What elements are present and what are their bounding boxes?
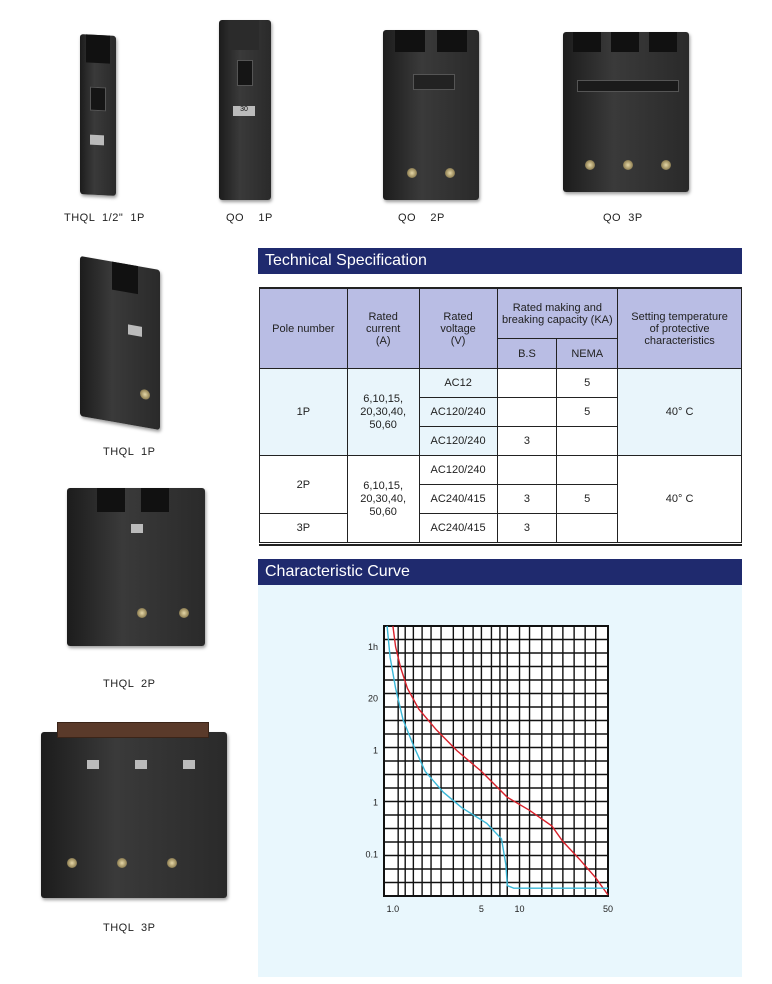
product-caption: THQL 2P bbox=[103, 678, 156, 690]
y-tick-label: 1h bbox=[367, 641, 378, 652]
product-thql-3p bbox=[35, 712, 230, 902]
breaker-image bbox=[67, 488, 205, 646]
cell-bs: 3 bbox=[497, 514, 557, 543]
product-caption: QO 2P bbox=[398, 212, 445, 224]
product-caption: THQL 1/2" 1P bbox=[64, 212, 145, 224]
cell-bs bbox=[497, 369, 557, 398]
product-qo-3p bbox=[555, 20, 695, 200]
header-rated-voltage: Rated voltage (V) bbox=[419, 289, 497, 369]
y-tick-label: 1 bbox=[372, 745, 378, 756]
breaker-image bbox=[383, 30, 479, 200]
product-caption: THQL 3P bbox=[103, 922, 156, 934]
product-qo-1p bbox=[205, 10, 285, 210]
cell-nema bbox=[557, 456, 618, 485]
cell-nema: 5 bbox=[557, 369, 618, 398]
spec-section-title: Technical Specification bbox=[258, 248, 742, 274]
cell-current: 6,10,15, 20,30,40, 50,60 bbox=[347, 369, 419, 456]
curve-section-title: Characteristic Curve bbox=[258, 559, 742, 585]
cell-nema: 5 bbox=[557, 398, 618, 427]
cell-pole: 2P bbox=[260, 456, 348, 514]
chart-grid bbox=[384, 626, 608, 896]
breaker-image bbox=[41, 732, 227, 898]
breaker-image bbox=[80, 256, 160, 430]
x-tick-label: 50 bbox=[602, 904, 614, 914]
cell-pole: 3P bbox=[260, 514, 348, 543]
header-rated-current: Rated current (A) bbox=[347, 289, 419, 369]
spec-table bbox=[259, 288, 742, 543]
product-qo-2p bbox=[375, 20, 485, 200]
breaker-image bbox=[219, 20, 271, 200]
header-capacity: Rated making and breaking capacity (KA) bbox=[497, 289, 618, 339]
rating-label: 30 bbox=[233, 106, 255, 116]
cell-voltage: AC240/415 bbox=[419, 485, 497, 514]
cell-current: 6,10,15, 20,30,40, 50,60 bbox=[347, 456, 419, 543]
y-tick-label: 1 bbox=[372, 797, 378, 808]
header-bs: B.S bbox=[497, 339, 557, 369]
product-thql-2p bbox=[55, 478, 215, 658]
cell-voltage: AC240/415 bbox=[419, 514, 497, 543]
cell-nema bbox=[557, 514, 618, 543]
cell-nema: 5 bbox=[557, 485, 618, 514]
x-tick-label: 1.0 bbox=[386, 904, 400, 914]
breaker-image bbox=[80, 34, 116, 196]
header-pole-number: Pole number bbox=[260, 289, 348, 369]
characteristic-curve-chart bbox=[340, 610, 630, 920]
product-caption: THQL 1P bbox=[103, 446, 156, 458]
cell-setting: 40° C bbox=[618, 456, 742, 543]
cell-bs bbox=[497, 398, 557, 427]
product-thql-half-1p bbox=[60, 25, 140, 215]
cell-bs: 3 bbox=[497, 485, 557, 514]
cell-pole: 1P bbox=[260, 369, 348, 456]
table-top-rule bbox=[259, 287, 742, 289]
header-nema: NEMA bbox=[557, 339, 618, 369]
cell-setting: 40° C bbox=[618, 369, 742, 456]
product-thql-1p bbox=[60, 255, 190, 435]
product-caption: QO 3P bbox=[603, 212, 643, 224]
cell-voltage: AC120/240 bbox=[419, 427, 497, 456]
x-tick-label: 5 bbox=[478, 904, 484, 914]
cell-bs: 3 bbox=[497, 427, 557, 456]
table-bottom-rule bbox=[259, 544, 742, 546]
y-tick-label: 0.1 bbox=[365, 849, 378, 860]
cell-bs bbox=[497, 456, 557, 485]
cell-voltage: AC12 bbox=[419, 369, 497, 398]
y-tick-label: 20 bbox=[367, 693, 378, 704]
header-setting-temp: Setting temperature of protective characteristics bbox=[618, 289, 742, 369]
x-tick-label: 10 bbox=[514, 904, 525, 914]
cell-voltage: AC120/240 bbox=[419, 456, 497, 485]
breaker-image bbox=[563, 32, 689, 192]
cell-voltage: AC120/240 bbox=[419, 398, 497, 427]
cell-nema bbox=[557, 427, 618, 456]
product-caption: QO 1P bbox=[226, 212, 273, 224]
